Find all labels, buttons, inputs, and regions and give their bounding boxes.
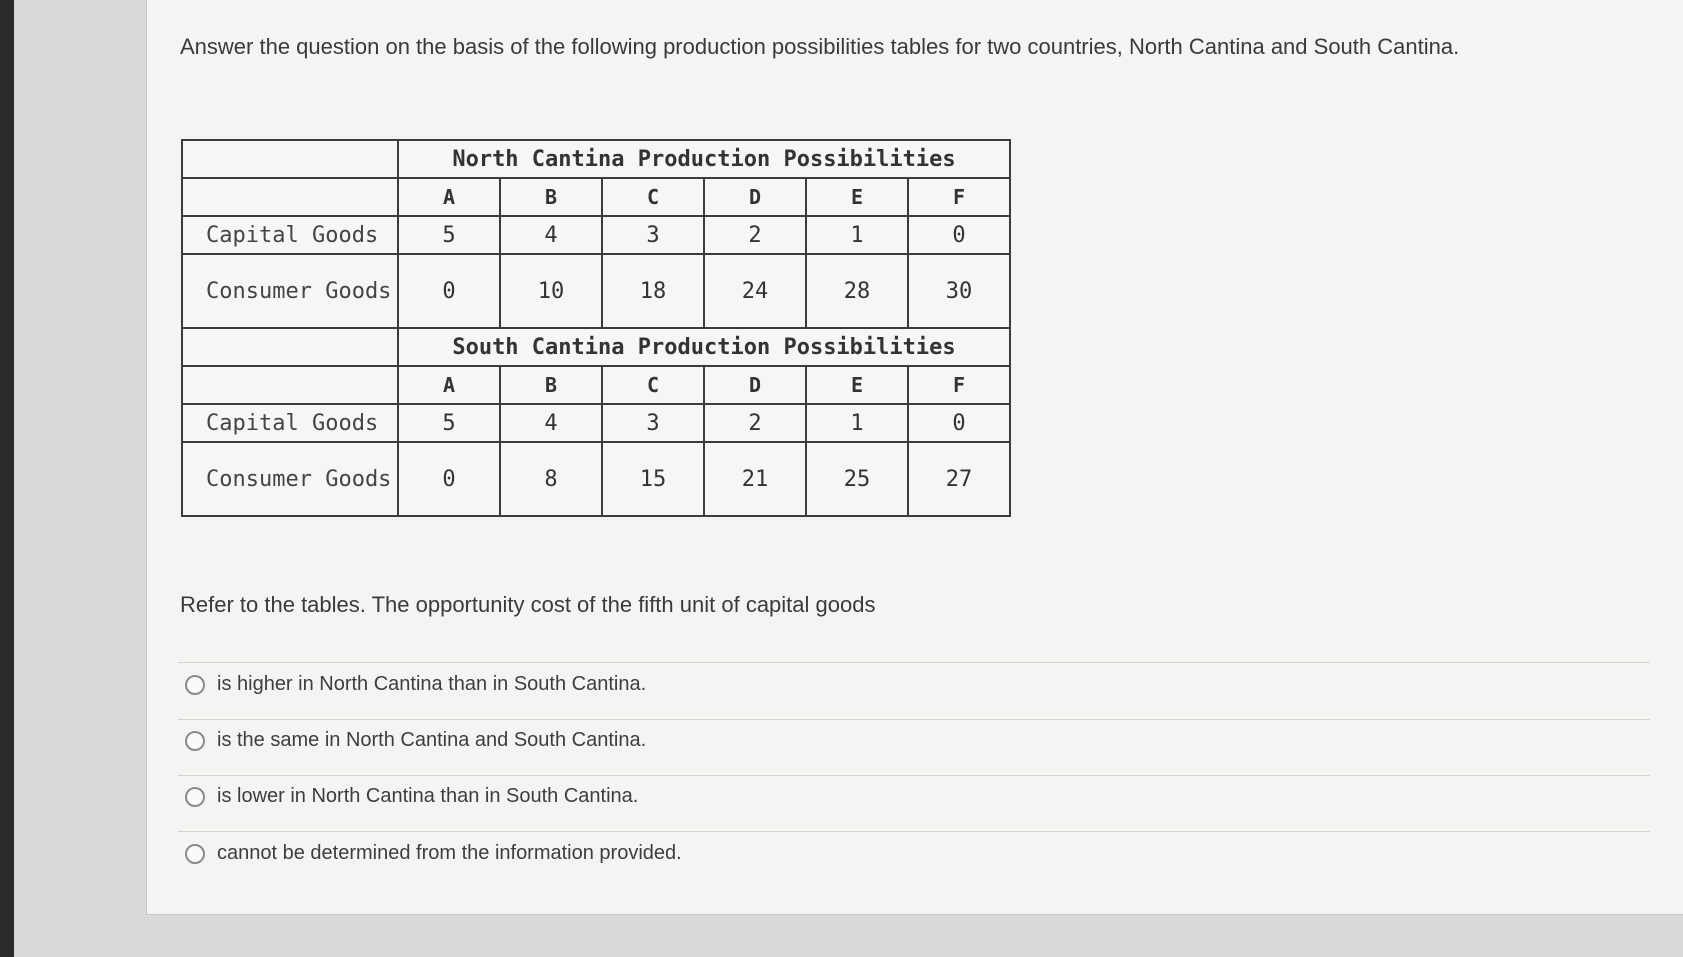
table-cell: 0	[398, 442, 500, 516]
table-cell: 8	[500, 442, 602, 516]
table-cell: 1	[806, 216, 908, 254]
divider	[178, 775, 1650, 776]
column-header: F	[908, 178, 1010, 216]
table-cell: 4	[500, 216, 602, 254]
table-cell: 24	[704, 254, 806, 328]
option-label: is higher in North Cantina than in South Cantina.	[217, 673, 647, 695]
divider	[178, 662, 1650, 663]
production-possibilities-table	[181, 139, 1011, 517]
answer-option-3[interactable]	[185, 785, 638, 808]
question-text: Refer to the tables. The opportunity cost of the fifth unit of capital goods	[180, 592, 876, 617]
column-header: D	[704, 366, 806, 404]
column-header: B	[500, 178, 602, 216]
column-header: C	[602, 178, 704, 216]
blank-cell	[182, 366, 398, 404]
north-consumer-label: Consumer Goods	[182, 254, 398, 328]
blank-cell	[182, 178, 398, 216]
table-cell: 30	[908, 254, 1010, 328]
table-cell: 4	[500, 404, 602, 442]
column-header: D	[704, 178, 806, 216]
option-label: cannot be determined from the information provided.	[217, 842, 682, 864]
column-header: C	[602, 366, 704, 404]
table-cell: 25	[806, 442, 908, 516]
radio-button-icon[interactable]	[185, 844, 205, 864]
radio-button-icon[interactable]	[185, 787, 205, 807]
left-edge	[0, 0, 14, 957]
option-label: is lower in North Cantina than in South Cantina.	[217, 785, 639, 807]
south-consumer-label: Consumer Goods	[182, 442, 398, 516]
table-cell: 15	[602, 442, 704, 516]
option-label: is the same in North Cantina and South Cantina.	[217, 729, 647, 751]
table-cell: 28	[806, 254, 908, 328]
divider	[178, 719, 1650, 720]
column-header: E	[806, 366, 908, 404]
table-cell: 1	[806, 404, 908, 442]
column-header: F	[908, 366, 1010, 404]
table-cell: 27	[908, 442, 1010, 516]
question-prompt: Answer the question on the basis of the following production possibilities tables for two countries, North Cantina and South Cantina.	[180, 34, 1460, 59]
divider	[178, 831, 1650, 832]
table-cell: 5	[398, 216, 500, 254]
south-table-title: South Cantina Production Possibilities	[398, 328, 1010, 366]
column-header: E	[806, 178, 908, 216]
answer-option-1[interactable]	[185, 673, 646, 696]
column-header: A	[398, 366, 500, 404]
table-cell: 2	[704, 404, 806, 442]
table-cell: 0	[908, 216, 1010, 254]
table-cell: 10	[500, 254, 602, 328]
answer-option-4[interactable]	[185, 842, 682, 865]
column-header: B	[500, 366, 602, 404]
radio-button-icon[interactable]	[185, 731, 205, 751]
table-cell: 0	[908, 404, 1010, 442]
table-cell: 2	[704, 216, 806, 254]
column-header: A	[398, 178, 500, 216]
north-capital-label: Capital Goods	[182, 216, 398, 254]
south-capital-label: Capital Goods	[182, 404, 398, 442]
answer-option-2[interactable]	[185, 729, 646, 752]
table-cell: 18	[602, 254, 704, 328]
table-cell: 3	[602, 404, 704, 442]
north-table-title: North Cantina Production Possibilities	[398, 140, 1010, 178]
blank-cell	[182, 328, 398, 366]
table-cell: 3	[602, 216, 704, 254]
table-cell: 5	[398, 404, 500, 442]
radio-button-icon[interactable]	[185, 675, 205, 695]
blank-cell	[182, 140, 398, 178]
table-cell: 21	[704, 442, 806, 516]
table-cell: 0	[398, 254, 500, 328]
